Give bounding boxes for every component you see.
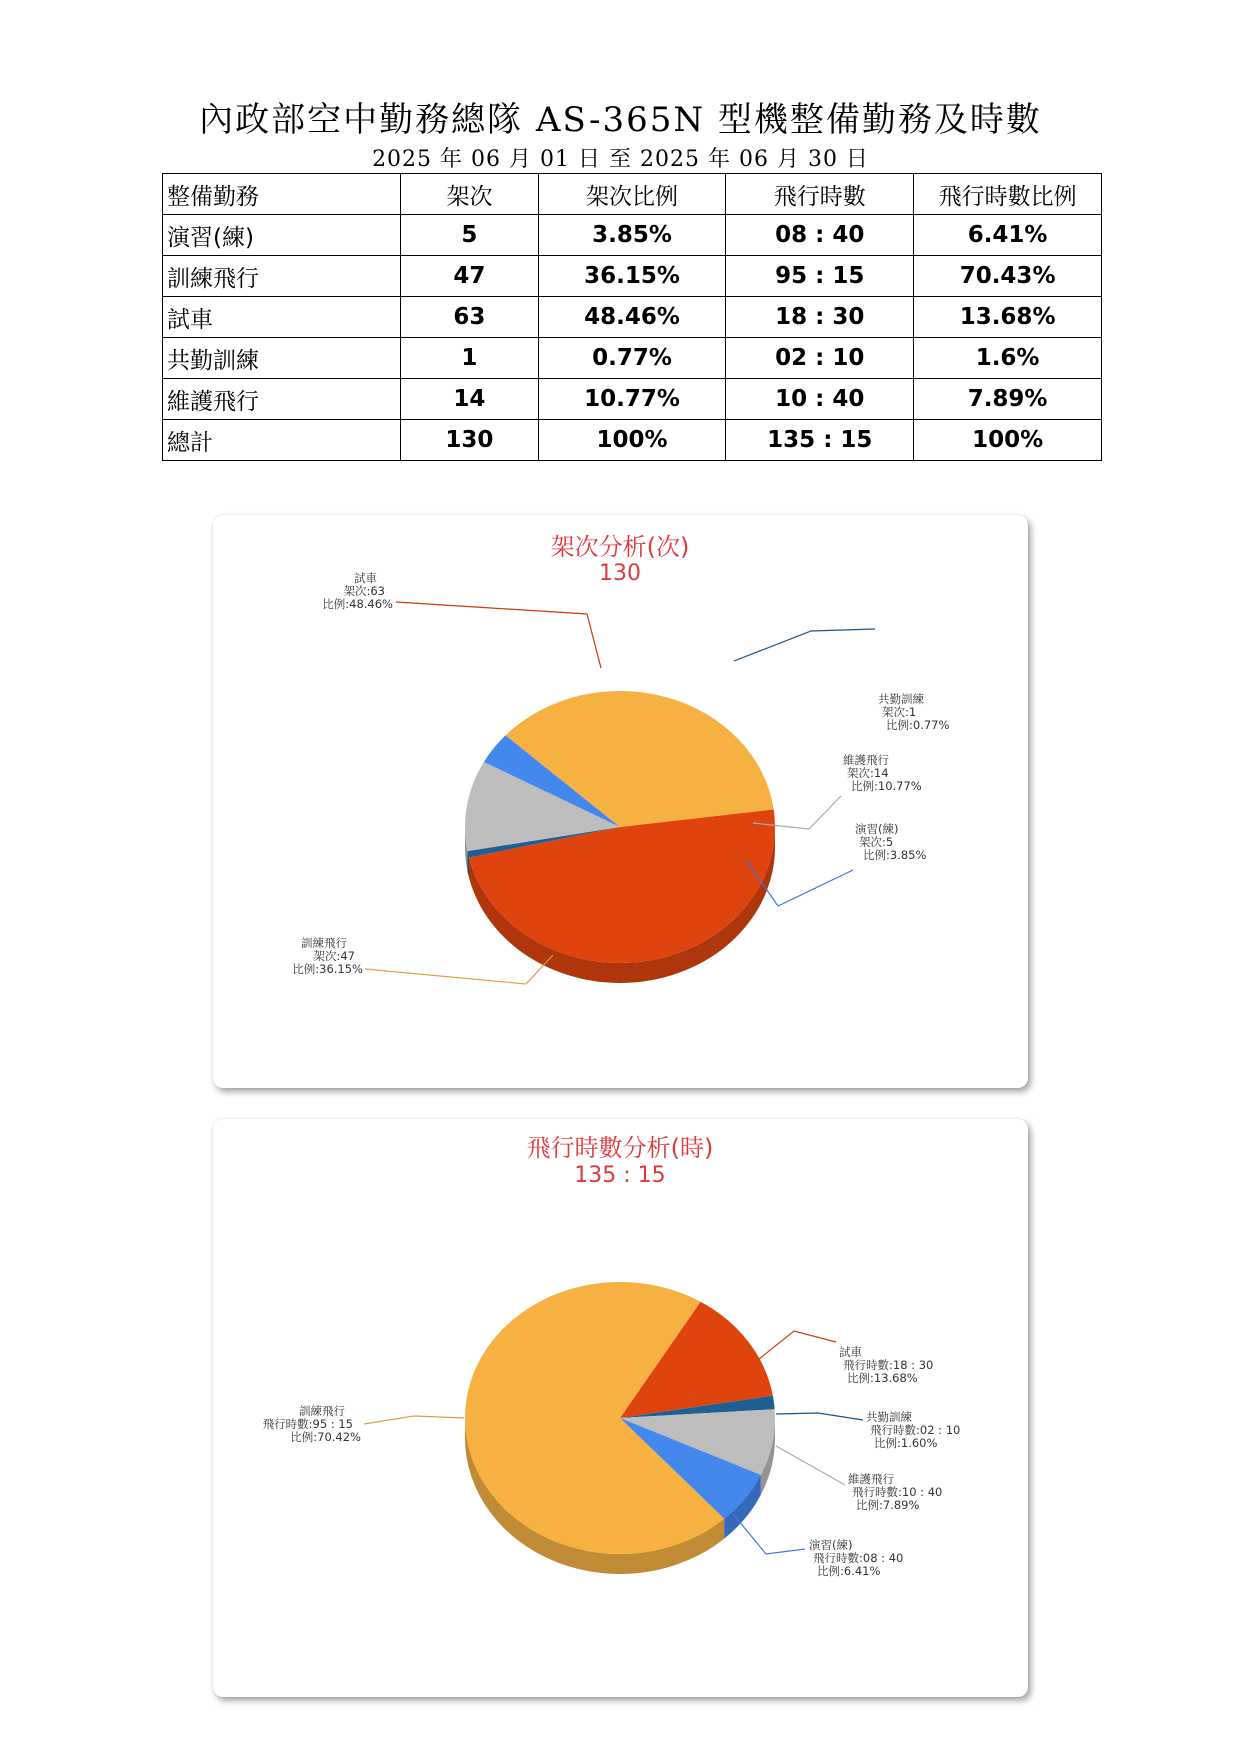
cell-sortie-ratio: 48.46% (538, 297, 726, 338)
date-range: 2025 年 06 月 01 日 至 2025 年 06 月 30 日 (372, 147, 869, 172)
table-row (163, 297, 1102, 338)
cell-sorties: 14 (401, 379, 538, 420)
slice-value-label: 架次:47 (313, 949, 355, 963)
cell-hour-ratio: 7.89% (914, 379, 1102, 420)
slice-value-label: 架次:14 (847, 766, 889, 780)
cell-sorties: 63 (401, 297, 538, 338)
leader-line (733, 1514, 805, 1554)
slice-ratio-label: 比例:6.41% (817, 1564, 881, 1578)
chart-title: 飛行時數分析(時) (526, 1134, 714, 1162)
cell-task: 訓練飛行 (163, 256, 401, 297)
cell-sorties: 1 (401, 338, 538, 379)
slice-label: 試車 (354, 571, 377, 585)
sorties-pie-chart (213, 515, 1028, 1088)
slice-ratio-label: 比例:70.42% (290, 1430, 361, 1444)
header-flight-hours: 飛行時數 (726, 174, 914, 215)
slice-label: 訓練飛行 (299, 1404, 345, 1418)
slice-value-label: 架次:1 (882, 705, 917, 719)
stats-table (162, 173, 1102, 461)
pie-slices (465, 1282, 775, 1554)
leader-line (396, 602, 601, 668)
cell-sorties: 5 (401, 215, 538, 256)
cell-task: 演習(練) (163, 215, 401, 256)
header-task: 整備勤務 (163, 174, 401, 215)
cell-flight-hours: 08 : 40 (726, 215, 914, 256)
slice-ratio-label: 比例:48.46% (322, 597, 393, 611)
slice-label: 試車 (839, 1345, 862, 1359)
flight-hours-chart-card (213, 1119, 1028, 1697)
header-sortie-ratio: 架次比例 (538, 174, 726, 215)
leader-line (759, 1331, 836, 1359)
slice-ratio-label: 比例:10.77% (851, 779, 922, 793)
table-row (163, 338, 1102, 379)
cell-sorties: 130 (401, 420, 538, 461)
cell-flight-hours: 10 : 40 (726, 379, 914, 420)
table-row (163, 379, 1102, 420)
cell-flight-hours: 135 : 15 (726, 420, 914, 461)
leader-line (365, 955, 553, 984)
table-row (163, 256, 1102, 297)
slice-label: 訓練飛行 (301, 936, 347, 950)
cell-task: 共勤訓練 (163, 338, 401, 379)
leader-line (364, 1416, 464, 1424)
slice-value-label: 飛行時數:08 : 40 (813, 1551, 904, 1565)
header-sorties: 架次 (401, 174, 538, 215)
chart-total: 130 (599, 561, 641, 586)
slice-value-label: 架次:63 (343, 584, 385, 598)
cell-task: 維護飛行 (163, 379, 401, 420)
cell-hour-ratio: 6.41% (914, 215, 1102, 256)
flight-hours-pie-chart (213, 1119, 1028, 1697)
slice-label: 共勤訓練 (866, 1410, 912, 1424)
cell-hour-ratio: 100% (914, 420, 1102, 461)
cell-sortie-ratio: 10.77% (538, 379, 726, 420)
slice-value-label: 飛行時數:10 : 40 (852, 1485, 943, 1499)
cell-flight-hours: 02 : 10 (726, 338, 914, 379)
sorties-chart-card (213, 515, 1028, 1088)
table-row (163, 215, 1102, 256)
slice-value-label: 飛行時數:18 : 30 (843, 1358, 934, 1372)
cell-flight-hours: 18 : 30 (726, 297, 914, 338)
slice-ratio-label: 比例:7.89% (856, 1498, 920, 1512)
table-total-row (163, 420, 1102, 461)
cell-hour-ratio: 70.43% (914, 256, 1102, 297)
slice-ratio-label: 比例:1.60% (874, 1436, 938, 1450)
leader-line (776, 1413, 863, 1420)
leader-line (734, 629, 875, 661)
slice-ratio-label: 比例:3.85% (863, 848, 927, 862)
table-header-row (163, 174, 1102, 215)
cell-sortie-ratio: 0.77% (538, 338, 726, 379)
slice-label: 維護飛行 (848, 1472, 894, 1486)
slice-label: 演習(練) (809, 1538, 853, 1552)
cell-sortie-ratio: 100% (538, 420, 726, 461)
cell-flight-hours: 95 : 15 (726, 256, 914, 297)
leader-line (776, 1446, 845, 1485)
slice-label: 演習(練) (855, 822, 899, 836)
chart-title: 架次分析(次) (550, 533, 690, 561)
cell-sorties: 47 (401, 256, 538, 297)
slice-value-label: 架次:5 (859, 835, 894, 849)
pie-slices (465, 691, 775, 963)
header-hour-ratio: 飛行時數比例 (914, 174, 1102, 215)
slice-ratio-label: 比例:36.15% (292, 962, 363, 976)
cell-task: 總計 (163, 420, 401, 461)
slice-value-label: 飛行時數:95 : 15 (262, 1417, 353, 1431)
page-title: 內政部空中勤務總隊 AS-365N 型機整備勤務及時數 (199, 100, 1042, 140)
slice-value-label: 飛行時數:02 : 10 (870, 1423, 961, 1437)
cell-sortie-ratio: 36.15% (538, 256, 726, 297)
slice-ratio-label: 比例:13.68% (847, 1371, 918, 1385)
chart-total: 135 : 15 (574, 1163, 666, 1188)
slice-label: 維護飛行 (843, 753, 889, 767)
slice-ratio-label: 比例:0.77% (886, 718, 950, 732)
cell-hour-ratio: 1.6% (914, 338, 1102, 379)
cell-sortie-ratio: 3.85% (538, 215, 726, 256)
slice-label: 共勤訓練 (878, 692, 924, 706)
cell-task: 試車 (163, 297, 401, 338)
cell-hour-ratio: 13.68% (914, 297, 1102, 338)
